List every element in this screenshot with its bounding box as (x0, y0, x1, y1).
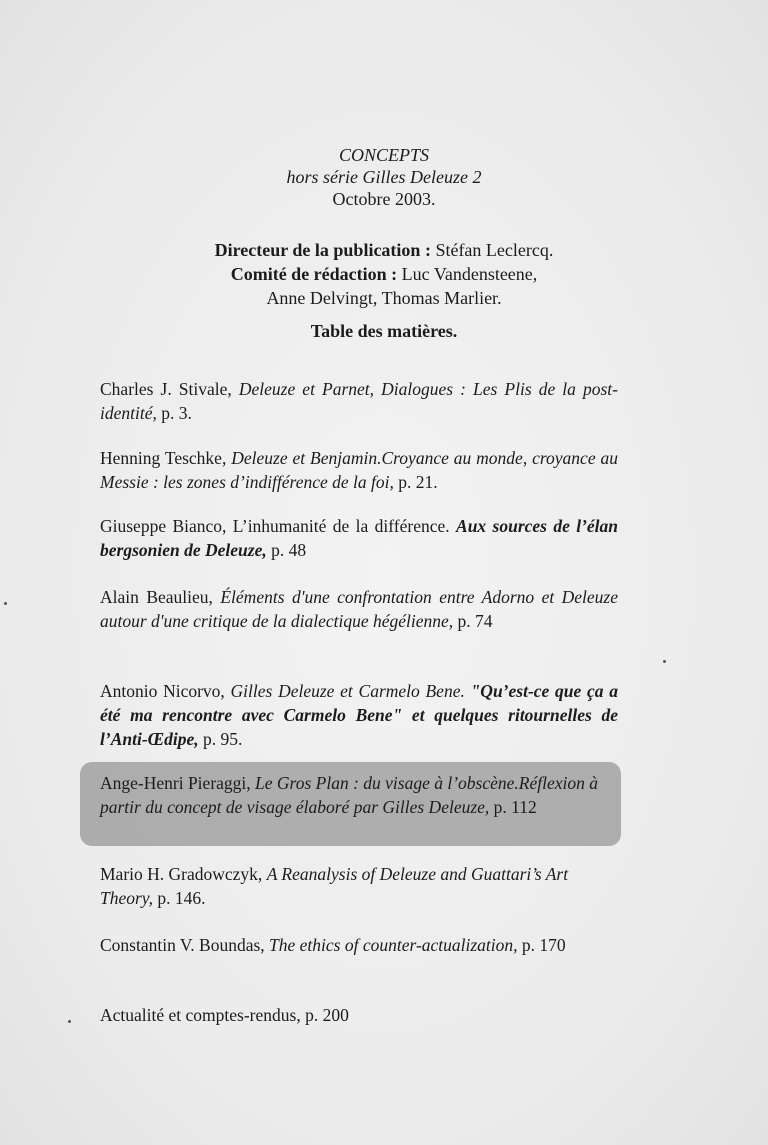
entry-author: Charles J. Stivale, (100, 379, 232, 399)
entry-author: Ange-Henri Pieraggi, (100, 773, 251, 793)
entry-author: Alain Beaulieu, (100, 587, 213, 607)
entry-page: p. 200 (305, 1005, 349, 1025)
journal-header (0, 144, 768, 210)
entry-author: Henning Teschke, (100, 448, 227, 468)
toc-entry-stivale (100, 377, 618, 425)
toc-entry-bianco (100, 514, 618, 562)
entry-title: The ethics of counter-actualization, (269, 935, 518, 955)
entry-page: p. 112 (493, 797, 537, 817)
entry-page: p. 146. (157, 888, 206, 908)
committee-members-2: Anne Delvingt, Thomas Marlier. (266, 288, 502, 308)
toc-title: Table des matières. (310, 321, 458, 341)
entry-author: Constantin V. Boundas, (100, 935, 265, 955)
committee-label: Comité de rédaction : (230, 264, 398, 284)
scan-speck (4, 602, 7, 605)
entry-author: Giuseppe Bianco, (100, 516, 227, 536)
entry-title-plain: L’inhumanité de la différence. (232, 516, 450, 536)
committee-line (0, 262, 768, 286)
editorial-block (0, 238, 768, 342)
entry-page: p. 95. (203, 729, 243, 749)
scan-speck (68, 1020, 71, 1023)
entry-page: p. 48 (271, 540, 307, 560)
toc-entry-gradowczyk (100, 862, 618, 910)
director-line (0, 238, 768, 262)
director-label: Directeur de la publication : (214, 240, 431, 260)
toc-entry-nicorvo (100, 679, 618, 751)
toc-entry-teschke (100, 446, 618, 494)
director-name: Stéfan Leclercq. (435, 240, 554, 260)
entry-page: p. 74 (457, 611, 493, 631)
entry-author: Mario H. Gradowczyk, (100, 864, 263, 884)
entry-page: p. 21. (398, 472, 438, 492)
toc-entry-boundas (100, 933, 590, 957)
entry-page: p. 3. (161, 403, 192, 423)
entry-title: Le Gros Plan : du visage à l’obscène.Réflexion à partir du concept de visage élaboré par Gilles Deleuze, (100, 773, 598, 817)
journal-title: CONCEPTS (338, 145, 430, 165)
entry-title-bold: "Qu’est-ce que ça a été ma rencontre avec Carmelo Bene" et quelques ritournelles de l’Anti-Œdipe, (100, 681, 619, 749)
scan-speck (663, 660, 666, 663)
toc-entry-pieraggi (100, 771, 600, 819)
journal-series: hors série Gilles Deleuze 2 (286, 167, 482, 187)
journal-date: Octobre 2003. (332, 189, 436, 209)
committee-members-1: Luc Vandensteene, (401, 264, 538, 284)
entry-title: Deleuze et Benjamin.Croyance au monde, croyance au Messie : les zones d’indifférence de la foi, (100, 448, 618, 492)
entry-title: Éléments d'une confrontation entre Adorno et Deleuze autour d'une critique de la dialectique hégélienne, (100, 587, 619, 631)
entry-author: Actualité et comptes-rendus, (100, 1005, 301, 1025)
toc-entry-actualite (100, 1003, 618, 1027)
entry-author: Antonio Nicorvo, (100, 681, 225, 701)
toc-entry-beaulieu (100, 585, 618, 633)
entry-title: A Reanalysis of Deleuze and Guattari’s Art Theory, (100, 864, 569, 908)
entry-page: p. 170 (521, 935, 566, 955)
entry-title: Gilles Deleuze et Carmelo Bene. (230, 681, 465, 701)
entry-title: Deleuze et Parnet, Dialogues : Les Plis de la post-identité, (100, 379, 618, 423)
entry-title-bold: Aux sources de l’élan bergsonien de Deleuze, (100, 516, 619, 560)
